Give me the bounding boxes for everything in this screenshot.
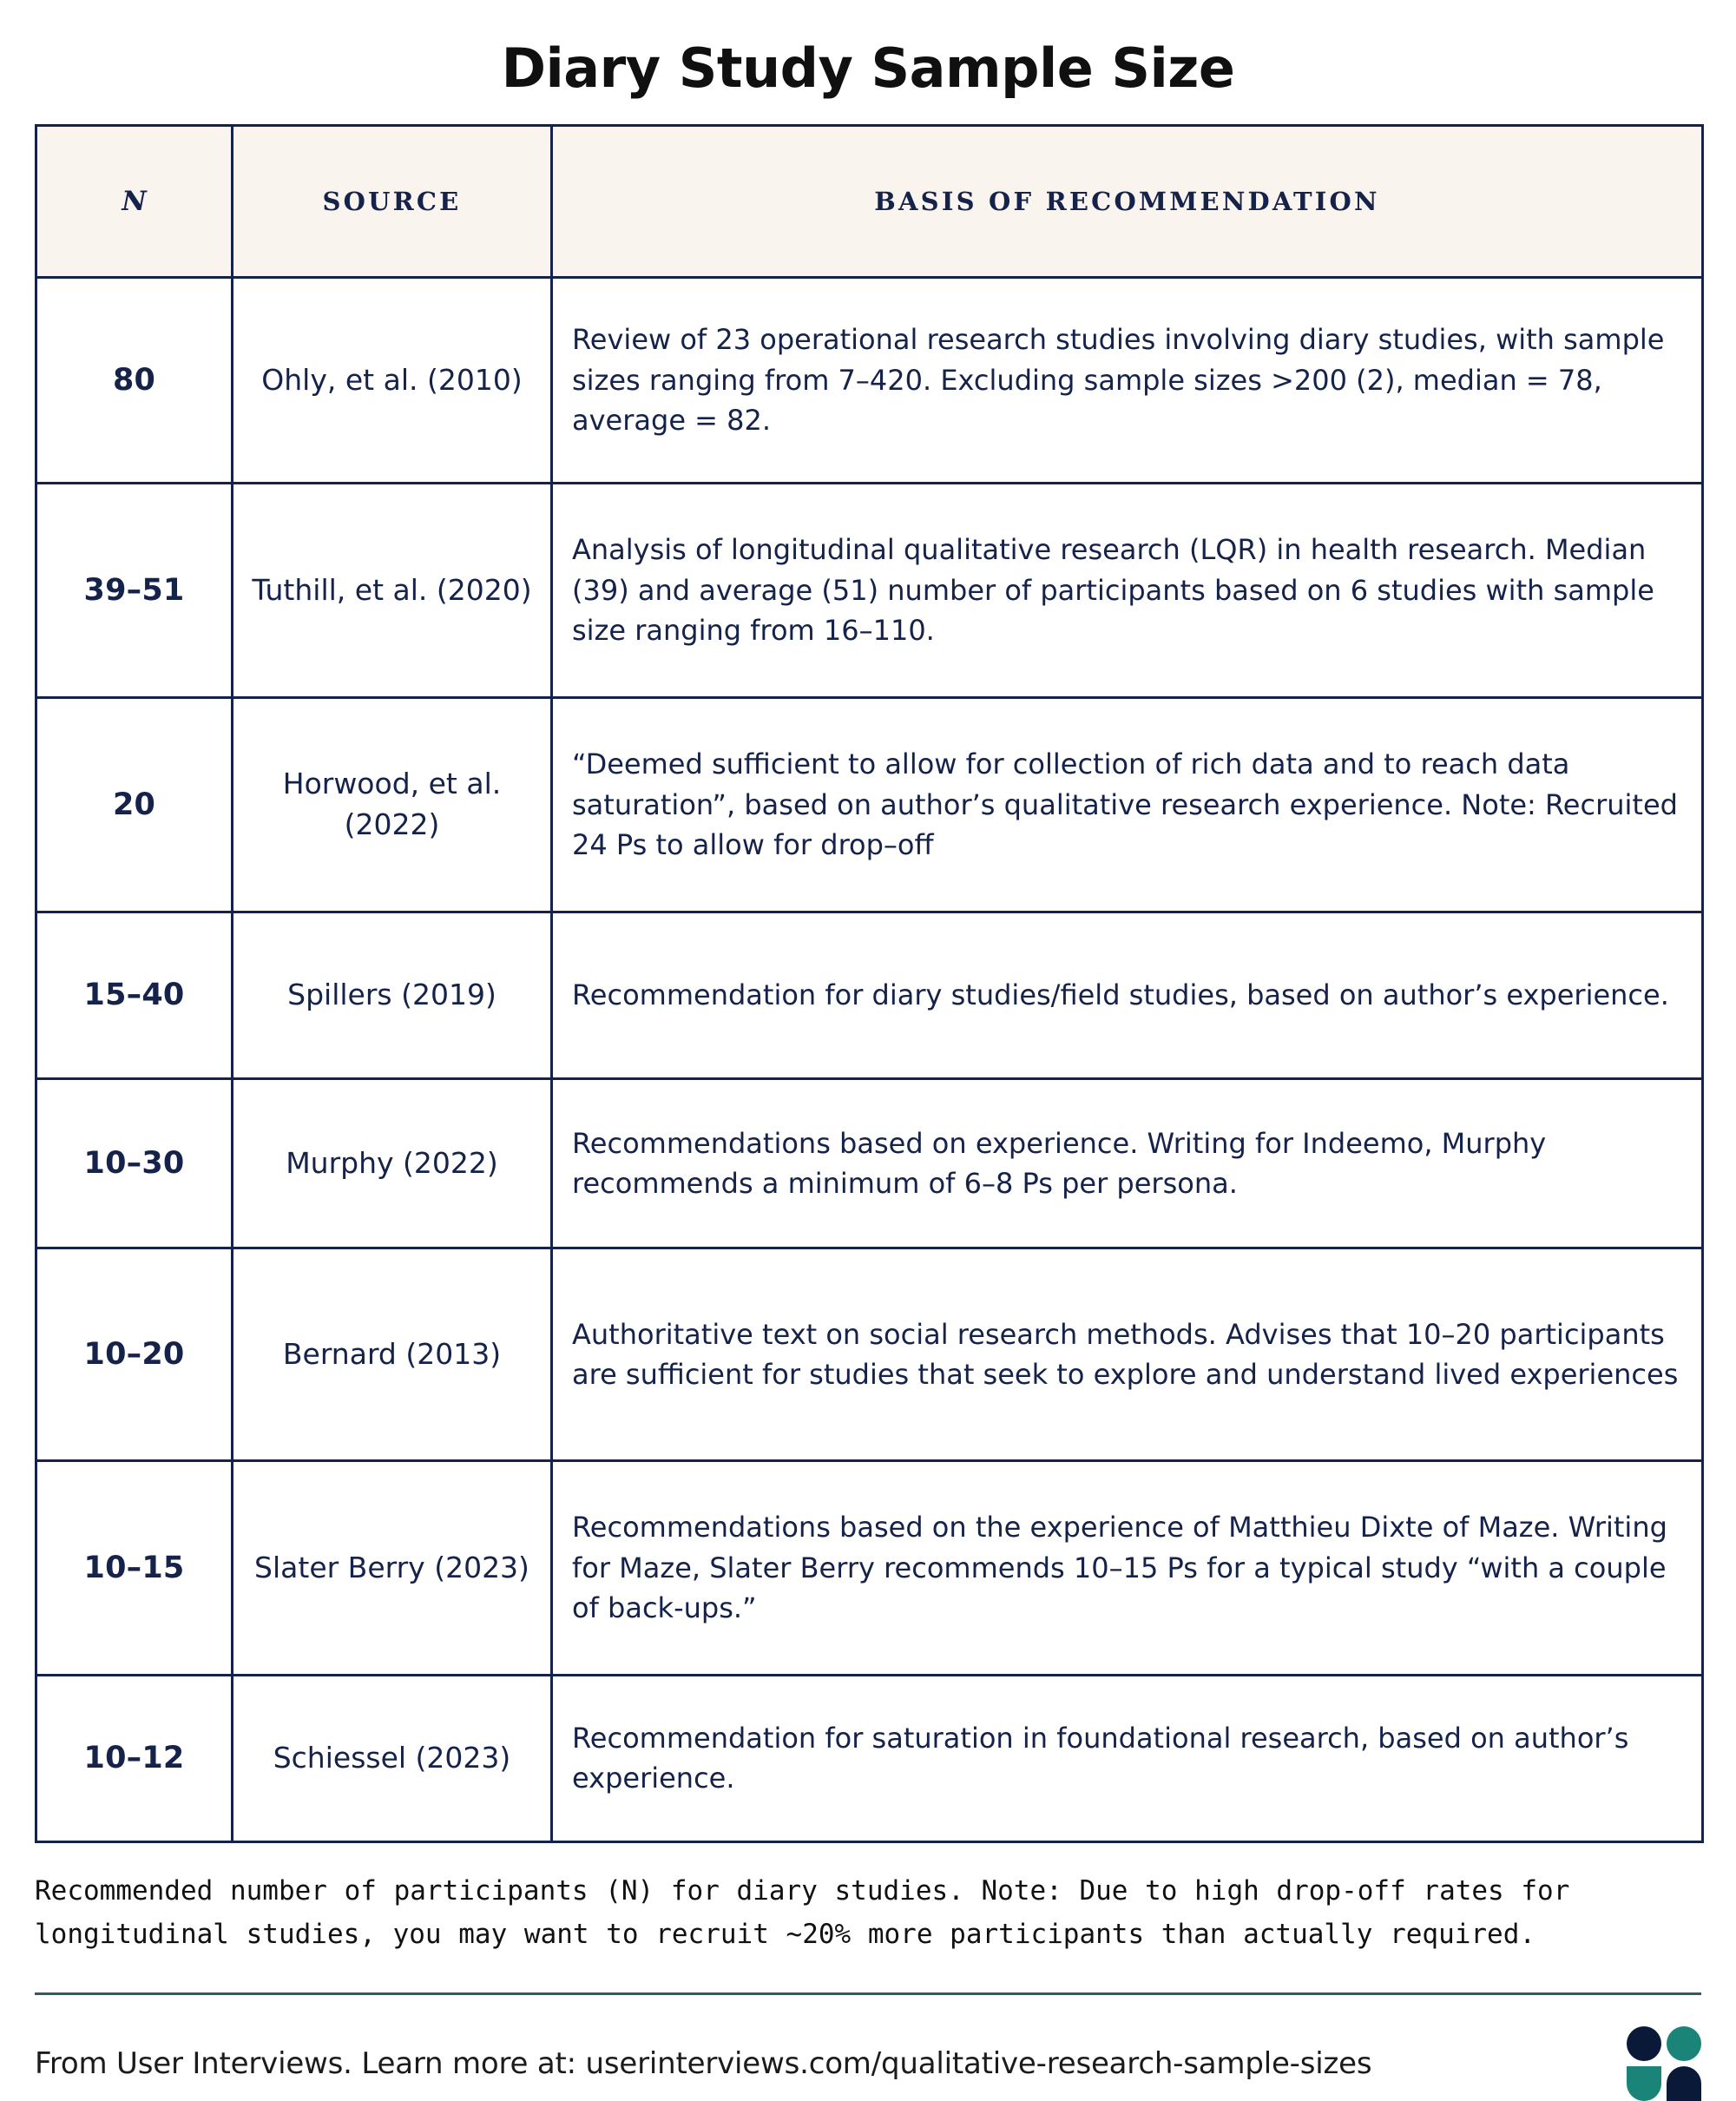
column-header-basis: BASIS OF RECOMMENDATION [552, 125, 1703, 277]
cell-n: 10–12 [36, 1675, 233, 1841]
cell-source: Spillers (2019) [233, 912, 552, 1078]
cell-n: 10–20 [36, 1248, 233, 1460]
column-header-source: SOURCE [233, 125, 552, 277]
table-container [35, 124, 1701, 1843]
column-header-n: N [36, 125, 233, 277]
logo-circle-navy-top-left [1627, 2026, 1661, 2061]
cell-source: Tuthill, et al. (2020) [233, 483, 552, 697]
table-row [36, 912, 1703, 1078]
cell-n: 15–40 [36, 912, 233, 1078]
cell-basis: Authoritative text on social research methods. Advises that 10–20 participants are sufficient for studies that seek to explore and understand lived experiences [552, 1248, 1703, 1460]
table-header-row [36, 125, 1703, 277]
table-row [36, 1248, 1703, 1460]
logo-circle-teal-top-right [1667, 2026, 1701, 2061]
cell-source: Horwood, et al. (2022) [233, 697, 552, 912]
table-row [36, 1078, 1703, 1248]
table-row [36, 483, 1703, 697]
cell-basis: “Deemed sufficient to allow for collection of rich data and to reach data saturation”, based on author’s qualitative research experience. Note: Recruited 24 Ps to allow for drop–off [552, 697, 1703, 912]
logo-arch-teal-bottom-left [1627, 2066, 1661, 2101]
cell-basis: Analysis of longitudinal qualitative research (LQR) in health research. Median (39) and average (51) number of participants based on 6 studies with sample size ranging from 16–110. [552, 483, 1703, 697]
table-body [36, 277, 1703, 1841]
footer-attribution: From User Interviews. Learn more at: userinterviews.com/qualitative-research-sample-sizes [35, 2046, 1372, 2082]
cell-n: 39–51 [36, 483, 233, 697]
table-row [36, 1460, 1703, 1675]
table-caption: Recommended number of participants (N) for diary studies. Note: Due to high drop-off rates for longitudinal studies, you may want to recruit ~20% more participants than actually required. [35, 1874, 1570, 1951]
sample-size-table [35, 124, 1704, 1843]
cell-basis: Recommendations based on experience. Writing for Indeemo, Murphy recommends a minimum of 6–8 Ps per persona. [552, 1078, 1703, 1248]
footer [35, 1995, 1701, 2101]
table-row [36, 277, 1703, 483]
cell-basis: Recommendation for diary studies/field studies, based on author’s experience. [552, 912, 1703, 1078]
page-title: Diary Study Sample Size [501, 36, 1235, 100]
cell-n: 80 [36, 277, 233, 483]
cell-n: 10–30 [36, 1078, 233, 1248]
cell-source: Ohly, et al. (2010) [233, 277, 552, 483]
user-interviews-logo [1627, 2026, 1701, 2101]
cell-source: Slater Berry (2023) [233, 1460, 552, 1675]
table-row [36, 697, 1703, 912]
cell-source: Schiessel (2023) [233, 1675, 552, 1841]
cell-basis: Recommendation for saturation in foundational research, based on author’s experience. [552, 1675, 1703, 1841]
table-header [36, 125, 1703, 277]
cell-basis: Review of 23 operational research studies involving diary studies, with sample sizes ranging from 7–420. Excluding sample sizes >200 (2), median = 78, average = 82. [552, 277, 1703, 483]
cell-n: 20 [36, 697, 233, 912]
cell-source: Murphy (2022) [233, 1078, 552, 1248]
table-row [36, 1675, 1703, 1841]
cell-basis: Recommendations based on the experience of Matthieu Dixte of Maze. Writing for Maze, Slater Berry recommends 10–15 Ps for a typical study “with a couple of back-ups.” [552, 1460, 1703, 1675]
cell-n: 10–15 [36, 1460, 233, 1675]
logo-arch-navy-bottom-right [1667, 2066, 1701, 2101]
cell-source: Bernard (2013) [233, 1248, 552, 1460]
